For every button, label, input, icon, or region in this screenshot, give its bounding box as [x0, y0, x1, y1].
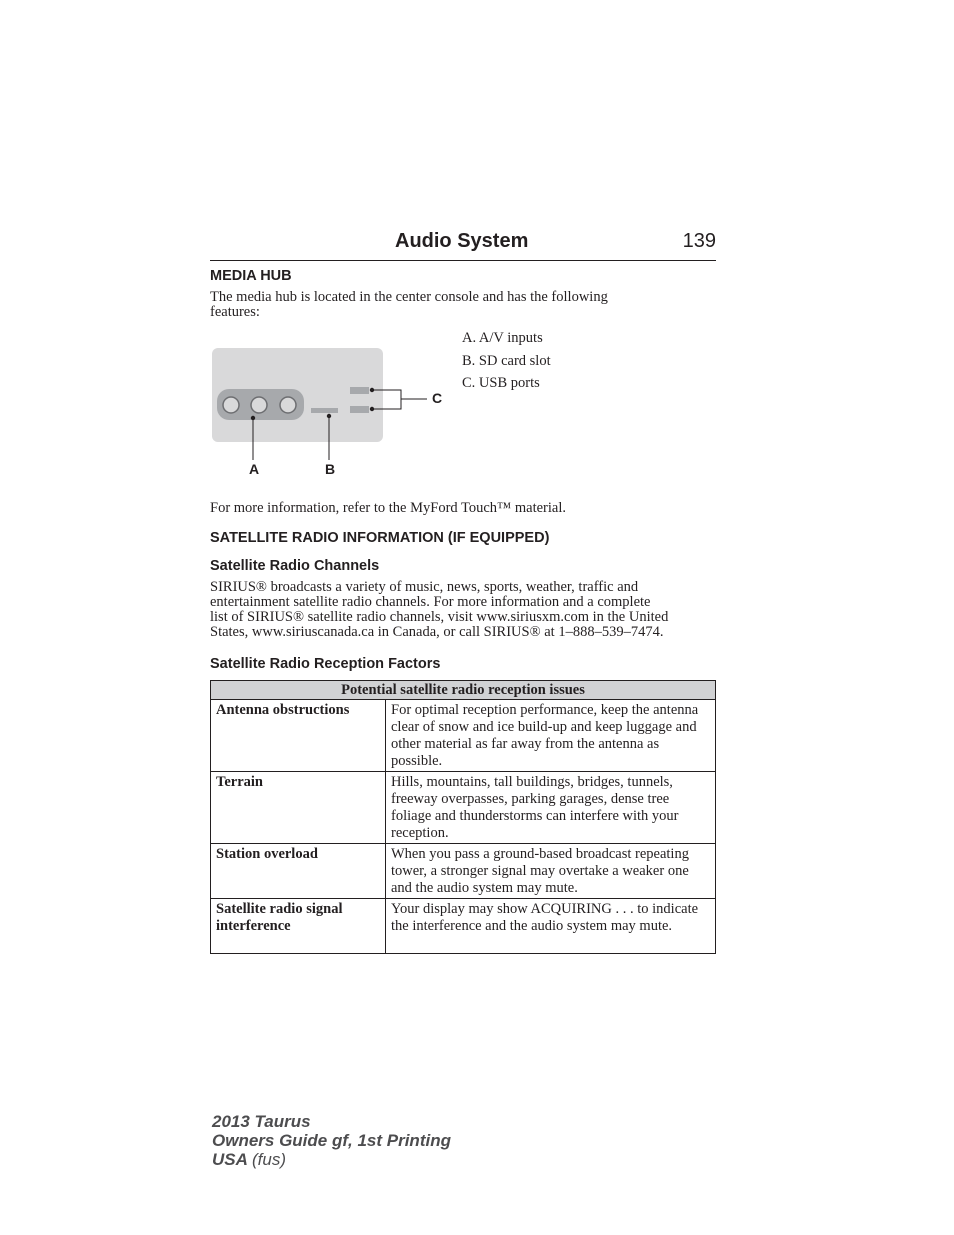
description-cell: When you pass a ground-based broadcast repeating tower, a stronger signal may overtake a weaker one and the audio system may mute.: [386, 844, 716, 899]
page-header: [210, 228, 716, 261]
feature-list: [462, 327, 551, 395]
issue-cell: Satellite radio signal interference: [211, 899, 386, 954]
av-jack-2: [251, 397, 267, 413]
table-header-row: [211, 681, 716, 700]
channels-line: list of SIRIUS® satellite radio channels, visit www.siriusxm.com in the United: [210, 609, 669, 625]
table-header: Potential satellite radio reception issues: [211, 681, 716, 700]
figure-label-a: A: [249, 461, 260, 477]
footer-code: (fus): [252, 1150, 286, 1169]
table-row: [211, 899, 716, 954]
footer-model: 2013 Taurus: [212, 1112, 311, 1131]
page-title: Audio System: [395, 230, 529, 252]
figure-label-b: B: [325, 461, 336, 477]
sd-card-slot: [311, 408, 338, 413]
av-jack-1: [223, 397, 239, 413]
reception-heading: Satellite Radio Reception Factors: [210, 656, 441, 672]
feature-item: A. A/V inputs: [462, 330, 543, 346]
av-jack-3: [280, 397, 296, 413]
description-cell: For optimal reception performance, keep the antenna clear of snow and ice build-up and keep luggage and other material as far away from the antenna as possible.: [386, 700, 716, 772]
figure-label-c: C: [432, 390, 443, 406]
footer-country: USA: [212, 1150, 248, 1169]
channels-paragraph: [210, 580, 716, 640]
channels-line: SIRIUS® broadcasts a variety of music, news, sports, weather, traffic and: [210, 579, 639, 595]
usb-port-1: [350, 387, 369, 394]
page-number: 139: [682, 230, 716, 252]
channels-line: entertainment satellite radio channels. For more information and a complete: [210, 594, 651, 610]
channels-line: States, www.siriuscanada.ca in Canada, or call SIRIUS® at 1–888–539–7474.: [210, 624, 664, 640]
more-info-text: For more information, refer to the MyFord Touch™ material.: [210, 500, 567, 516]
feature-item: C. USB ports: [462, 375, 540, 391]
table-row: [211, 700, 716, 772]
media-hub-intro-line: The media hub is located in the center console and has the following: [210, 289, 608, 305]
satellite-heading: SATELLITE RADIO INFORMATION (IF EQUIPPED): [210, 530, 550, 546]
issue-cell: Terrain: [211, 772, 386, 844]
issue-cell: Antenna obstructions: [211, 700, 386, 772]
description-cell: Hills, mountains, tall buildings, bridges, tunnels, freeway overpasses, parking garages, dense tree foliage and thunderstorms can interfere with your reception.: [386, 772, 716, 844]
feature-item: B. SD card slot: [462, 352, 551, 369]
description-cell: Your display may show ACQUIRING . . . to indicate the interference and the audio system may mute.: [386, 899, 716, 954]
table-row: [211, 844, 716, 899]
document-footer: [212, 1112, 451, 1169]
media-hub-figure: [210, 346, 450, 482]
table-row: [211, 772, 716, 844]
channels-heading: Satellite Radio Channels: [210, 558, 380, 574]
callout-dot-b: [327, 414, 331, 418]
media-hub-intro: [210, 290, 716, 320]
usb-port-2: [350, 406, 369, 413]
reception-issues-table: [210, 680, 716, 954]
footer-market: [212, 1150, 451, 1169]
footer-edition: Owners Guide gf, 1st Printing: [212, 1131, 451, 1150]
media-hub-intro-line: features:: [210, 304, 260, 320]
media-hub-heading: MEDIA HUB: [210, 268, 292, 284]
callout-dot-a: [251, 416, 255, 420]
issue-cell: Station overload: [211, 844, 386, 899]
